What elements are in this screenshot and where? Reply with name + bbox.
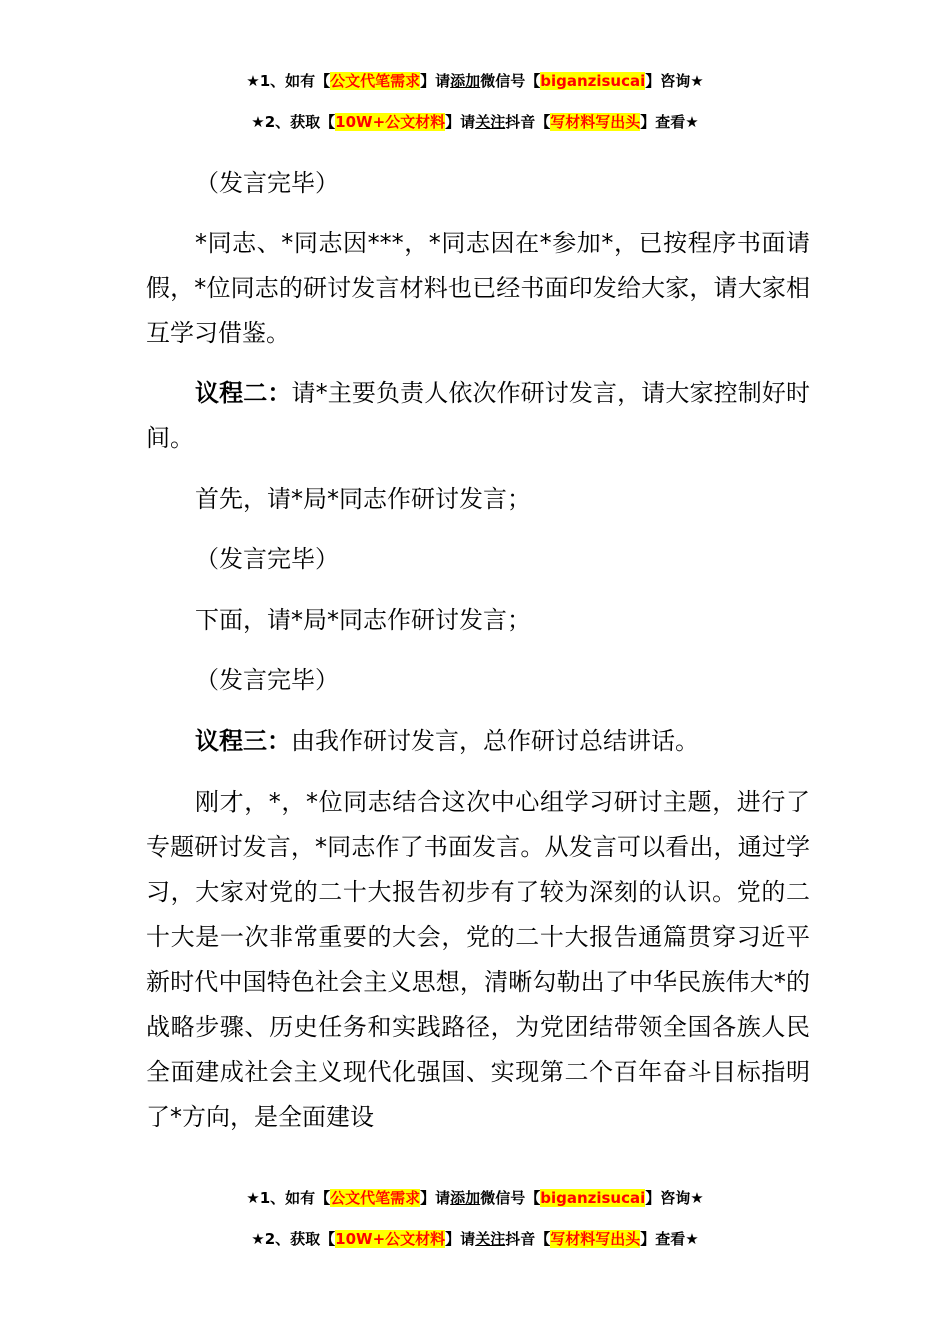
paragraph-summary: 刚才，*，*位同志结合这次中心组学习研讨主题，进行了专题研讨发言，*同志作了书面发言。从发言可以看出，通过学习，大家对党的二十大报告初步有了较为深刻的认识。党的二十大是一次非常重要的大会，党的二十大报告通篇贯穿习近平新时代中国特色社会主义思想，清晰勾勒出了中华民族伟大*的战略步骤、历史任务和实践路径，为党团结带领全国各族人民全面建成社会主义现代化强国、实现第二个百年奋斗目标指明了*方向，是全面建设 [146,788,810,1131]
paragraph-agenda-three: 议程三：由我作研讨发言，总作研讨总结讲话。 [195,727,699,755]
paragraph-speech-end: （发言完毕） [195,666,339,694]
header-banner-line-1: ★1、如有【公文代笔需求】请添加微信号【biganzisucai】咨询★ [246,72,704,90]
paragraph-leave-notice: *同志、*同志因***，*同志因在*参加*，已按程序书面请假，*位同志的研讨发言材料也已经书面印发给大家，请大家相互学习借鉴。 [146,229,810,347]
star-icon: ★ [690,72,704,90]
paragraph-next-speaker: 下面，请*局*同志作研讨发言； [195,606,531,634]
star-icon: ★ [251,113,265,131]
underlined-add: 添加 [450,1189,481,1207]
star-icon: ★ [685,113,699,131]
highlight-douyin-account: 写材料写出头 [550,1230,641,1248]
underlined-follow: 关注 [475,113,506,131]
header-banner-line-2: ★2、获取【10W+公文材料】请关注抖音【写材料写出头】查看★ [251,113,699,131]
star-icon: ★ [246,72,260,90]
star-icon: ★ [685,1230,699,1248]
highlight-service: 公文代笔需求 [330,72,421,90]
paragraph-speech-end: （发言完毕） [195,545,339,573]
agenda-three-label: 议程三： [195,727,291,755]
highlight-wechat-id: biganzisucai [540,72,646,90]
paragraph-agenda-two: 议程二：请*主要负责人依次作研讨发言，请大家控制好时间。 [146,379,811,452]
footer-banner-line-1: ★1、如有【公文代笔需求】请添加微信号【biganzisucai】咨询★ [246,1189,704,1207]
highlight-materials: 10W+公文材料 [335,113,446,131]
star-icon: ★ [690,1189,704,1207]
underlined-add: 添加 [450,72,481,90]
highlight-wechat-id: biganzisucai [540,1189,646,1207]
underlined-follow: 关注 [475,1230,506,1248]
footer-banner-line-2: ★2、获取【10W+公文材料】请关注抖音【写材料写出头】查看★ [251,1230,699,1248]
agenda-two-label: 议程二： [195,379,292,407]
paragraph-speech-end: （发言完毕） [195,169,339,197]
star-icon: ★ [251,1230,265,1248]
highlight-materials: 10W+公文材料 [335,1230,446,1248]
paragraph-first-speaker: 首先，请*局*同志作研讨发言； [195,485,531,513]
highlight-service: 公文代笔需求 [330,1189,421,1207]
star-icon: ★ [246,1189,260,1207]
highlight-douyin-account: 写材料写出头 [550,113,641,131]
